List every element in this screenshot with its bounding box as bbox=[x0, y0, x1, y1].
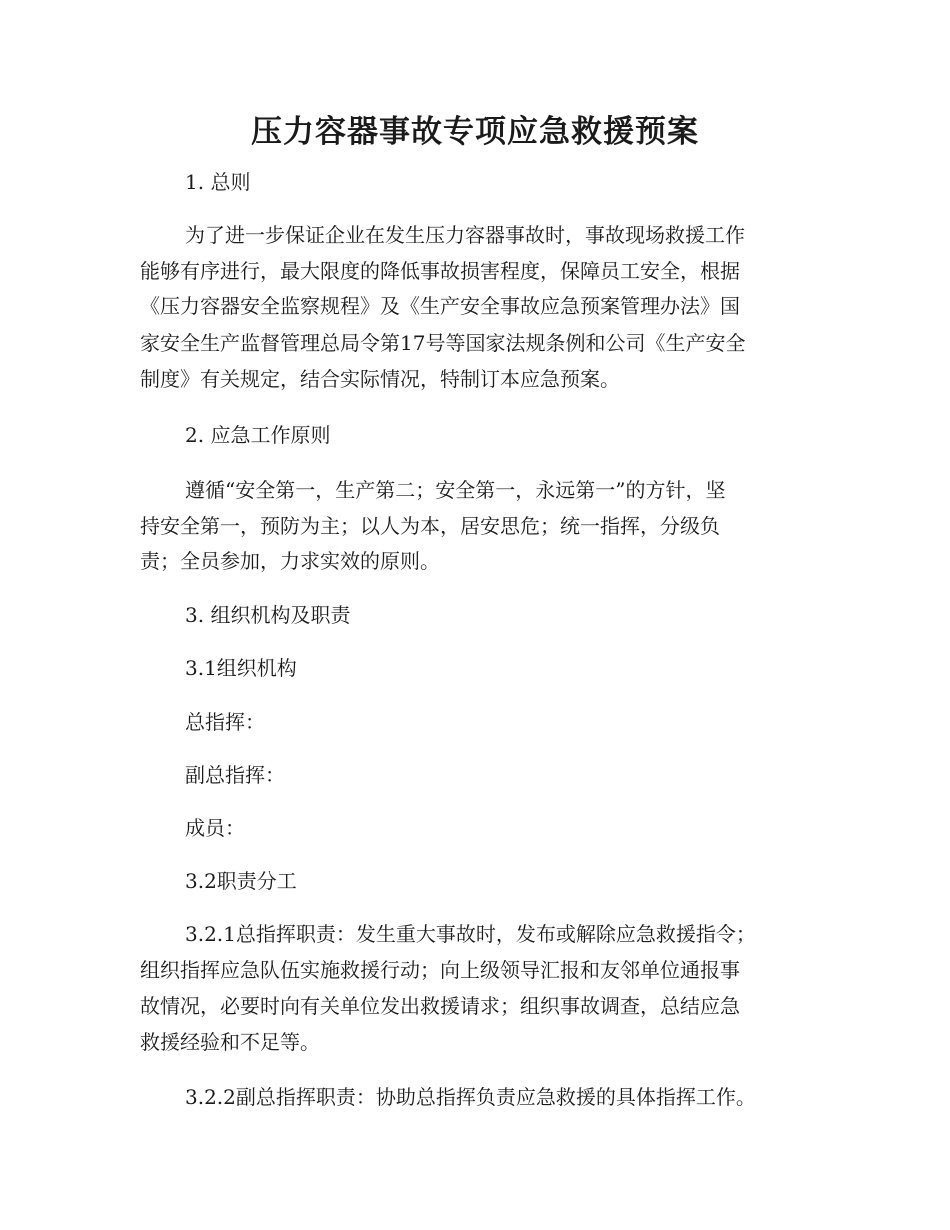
org-item-deputy-commander: 副总指挥： bbox=[185, 763, 285, 787]
paragraph-line: 遵循“安全第一，生产第二；安全第一，永远第一”的方针，坚 bbox=[185, 478, 726, 502]
section-heading-organization: 3. 组织机构及职责 bbox=[185, 603, 351, 627]
paragraph-line: 故情况，必要时向有关单位发出救援请求；组织事故调查，总结应急 bbox=[140, 994, 740, 1018]
subsection-heading-duties: 3.2职责分工 bbox=[185, 869, 297, 893]
section-heading-general: 1. 总则 bbox=[185, 170, 251, 194]
paragraph-line: 家安全生产监督管理总局令第17号等国家法规条例和公司《生产安全 bbox=[140, 331, 746, 355]
paragraph-line: 责；全员参加，力求实效的原则。 bbox=[140, 549, 440, 573]
document-title: 压力容器事故专项应急救援预案 bbox=[251, 114, 699, 150]
section-heading-principles: 2. 应急工作原则 bbox=[185, 423, 331, 447]
paragraph-line: 能够有序进行，最大限度的降低事故损害程度，保障员工安全，根据 bbox=[140, 259, 740, 283]
org-item-members: 成员： bbox=[185, 816, 245, 840]
paragraph-line: 制度》有关规定，结合实际情况，特制订本应急预案。 bbox=[140, 367, 620, 391]
paragraph-line: 《压力容器安全监察规程》及《生产安全事故应急预案管理办法》国 bbox=[140, 294, 740, 318]
paragraph-line: 3.2.2副总指挥职责：协助总指挥负责应急救援的具体指挥工作。 bbox=[185, 1085, 756, 1109]
org-item-commander: 总指挥： bbox=[185, 710, 265, 734]
paragraph-line: 3.2.1总指挥职责：发生重大事故时，发布或解除应急救援指令； bbox=[185, 922, 756, 946]
paragraph-line: 为了进一步保证企业在发生压力容器事故时，事故现场救援工作 bbox=[185, 223, 745, 247]
subsection-heading-structure: 3.1组织机构 bbox=[185, 656, 297, 680]
paragraph-line: 持安全第一，预防为主；以人为本，居安思危；统一指挥，分级负 bbox=[140, 514, 720, 538]
paragraph-line: 救援经验和不足等。 bbox=[140, 1030, 320, 1054]
paragraph-line: 组织指挥应急队伍实施救援行动；向上级领导汇报和友邻单位通报事 bbox=[140, 958, 740, 982]
